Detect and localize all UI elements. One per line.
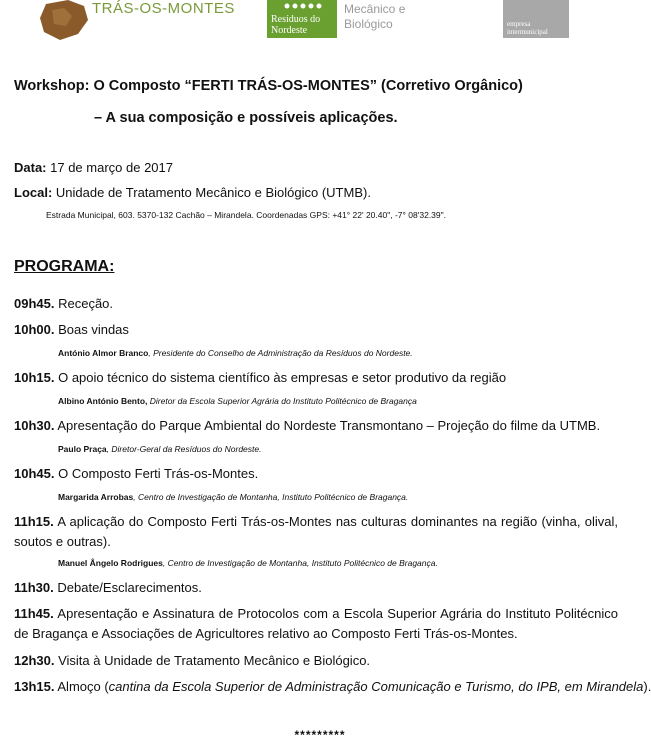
program-item — [14, 322, 129, 337]
logo2-line2: Nordeste — [271, 25, 308, 36]
program-item — [14, 296, 113, 311]
item-speaker — [58, 492, 408, 502]
program-item — [14, 653, 370, 668]
item-text: Visita à Unidade de Tratamento Mecânico e Biológico. — [54, 653, 371, 668]
item-text: A aplicação do Composto Ferti Trás-os-Montes nas culturas dominantes na região (vinha, olival, soutos e outras). — [14, 514, 618, 549]
item-time: 11h15. — [14, 514, 54, 529]
item-text: O apoio técnico do sistema científico às empresas e setor produtivo da região — [54, 370, 507, 385]
item-text: Apresentação e Assinatura de Protocolos com a Escola Superior Agrária do Instituto Politécnico de Bragança e Associações de Agricultores relativo ao Composto Ferti Trás-os-Montes. — [14, 606, 618, 641]
program-item — [14, 370, 506, 385]
programa-heading: PROGRAMA: — [14, 258, 115, 275]
logo3-line2: intermunicipal — [507, 28, 548, 36]
place-label: Local: — [14, 185, 53, 200]
item-time: 10h30. — [14, 418, 55, 433]
logo2-side-text — [344, 2, 405, 32]
program-item — [14, 466, 258, 481]
item-tail: ). — [643, 679, 651, 694]
program-item — [14, 418, 600, 433]
speaker-name: António Almor Branco — [58, 348, 149, 358]
date-label: Data: — [14, 160, 47, 175]
item-speaker — [58, 348, 413, 358]
item-time: 12h30. — [14, 653, 55, 668]
item-time: 10h45. — [14, 466, 55, 481]
program-item — [14, 679, 651, 694]
item-time: 11h30. — [14, 580, 54, 595]
page-title: Workshop: O Composto “FERTI TRÁS-OS-MONTES” (Corretivo Orgânico) — [14, 78, 523, 94]
item-time: 11h45. — [14, 606, 54, 621]
event-date — [14, 160, 173, 175]
item-text: Receção. — [54, 296, 114, 311]
item-speaker — [58, 558, 438, 568]
program-item — [14, 512, 618, 552]
logo2-side2: Biológico — [344, 17, 393, 31]
date-value: 17 de março de 2017 — [46, 160, 173, 175]
item-text: Debate/Esclarecimentos. — [53, 580, 202, 595]
item-time: 10h15. — [14, 370, 55, 385]
map-logo-icon — [38, 0, 90, 42]
place-value: Unidade de Tratamento Mecânico e Biológico (UTMB). — [52, 185, 371, 200]
event-place — [14, 185, 371, 200]
item-italic: cantina da Escola Superior de Administração Comunicação e Turismo, do IPB, em Mirandela — [108, 679, 644, 694]
speaker-name: Paulo Praça — [58, 444, 107, 454]
logo3-line1: empresa — [507, 20, 531, 28]
speaker-name: Albino António Bento, — [58, 396, 148, 406]
item-text: Boas vindas — [54, 322, 129, 337]
event-address: Estrada Municipal, 603. 5370-132 Cachão – Mirandela. Coordenadas GPS: +41° 22' 20.40", -7° 08'32.39". — [46, 210, 447, 220]
page-subtitle: – A sua composição e possíveis aplicações. — [94, 110, 398, 126]
speaker-role: Diretor da Escola Superior Agrária do Instituto Politécnico de Bragança — [147, 396, 417, 406]
logo1-text: TRÁS-OS-MONTES — [92, 0, 235, 17]
item-speaker — [58, 444, 261, 454]
program-item — [14, 580, 202, 595]
speaker-role: , Centro de Investigação de Montanha, Instituto Politécnico de Bragança. — [162, 558, 438, 568]
item-text: O Composto Ferti Trás-os-Montes. — [54, 466, 259, 481]
speaker-name: Margarida Arrobas — [58, 492, 134, 502]
item-time: 10h00. — [14, 322, 55, 337]
program-item — [14, 604, 618, 644]
footer-stars: ********* — [294, 728, 346, 742]
empresa-logo — [503, 0, 569, 38]
speaker-role: , Diretor-Geral da Resíduos do Nordeste. — [106, 444, 262, 454]
item-time: 13h15. — [14, 679, 55, 694]
item-time: 09h45. — [14, 296, 55, 311]
header-logos — [0, 0, 640, 48]
speaker-name: Manuel Ângelo Rodrigues — [58, 558, 163, 568]
item-speaker — [58, 396, 417, 406]
dots-icon — [267, 0, 337, 14]
logo2-line1: Resíduos do — [271, 14, 321, 25]
item-text: Almoço ( — [54, 679, 109, 694]
item-text: Apresentação do Parque Ambiental do Nordeste Transmontano – Projeção do filme da UTMB. — [54, 418, 601, 433]
speaker-role: , Presidente do Conselho de Administração da Resíduos do Nordeste. — [148, 348, 413, 358]
logo2-side1: Mecânico e — [344, 2, 406, 16]
speaker-role: , Centro de Investigação de Montanha, Instituto Politécnico de Bragança. — [133, 492, 409, 502]
residuos-logo — [267, 0, 337, 38]
